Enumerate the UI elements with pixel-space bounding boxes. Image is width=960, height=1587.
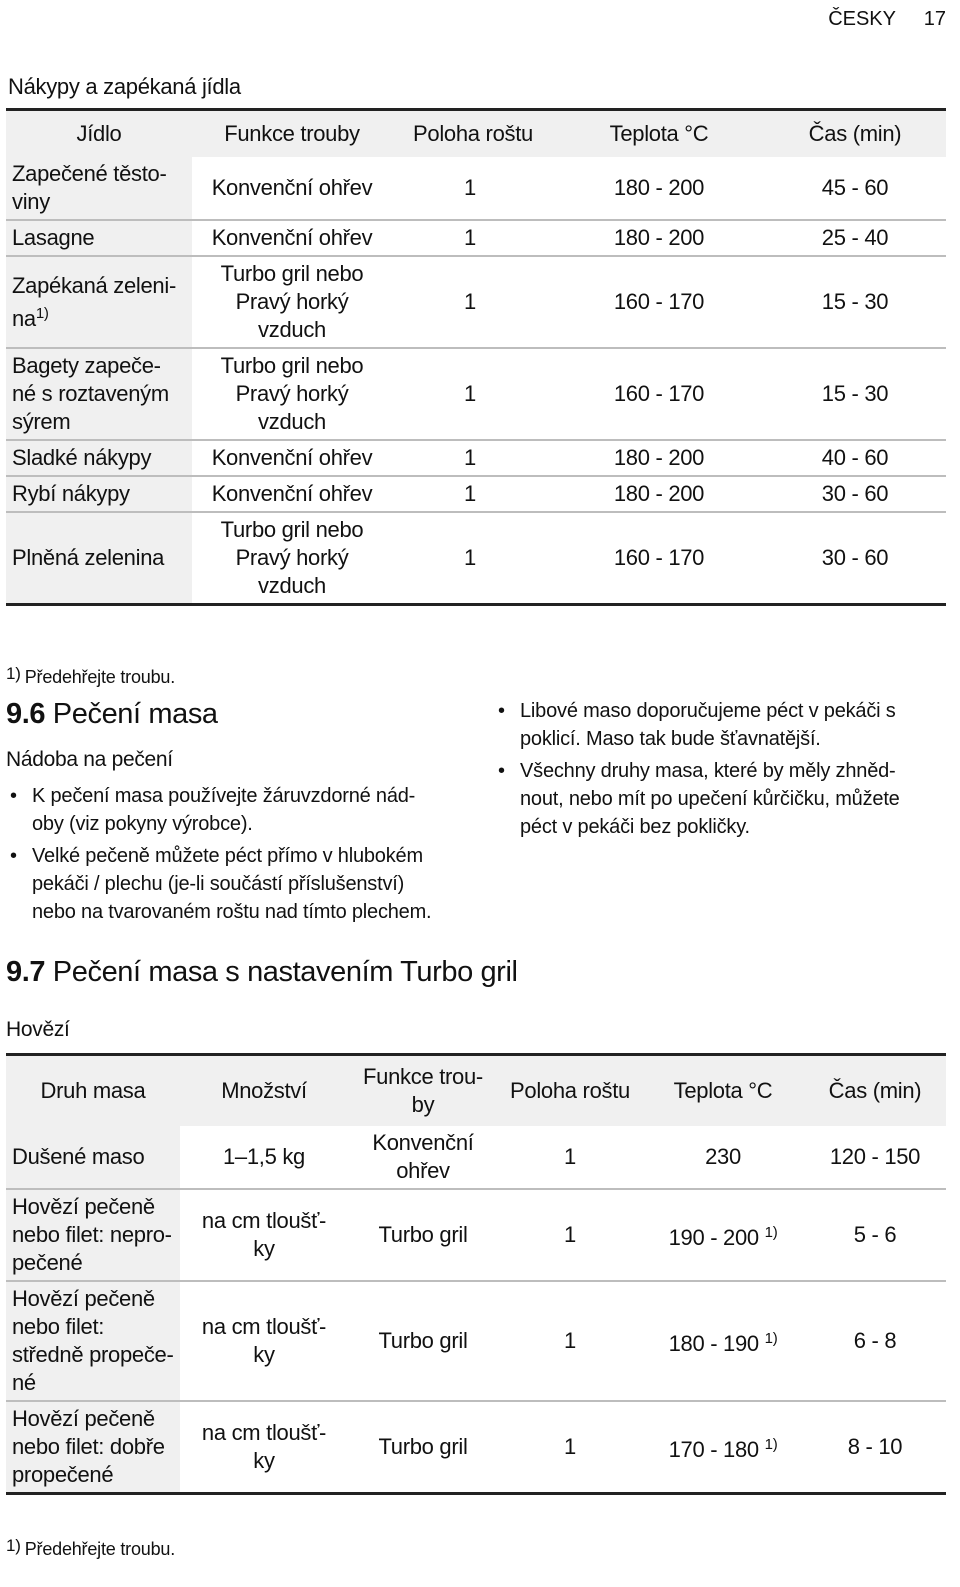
section-9-7-heading [6,956,518,989]
table2-header-row [6,1055,946,1127]
food-name: Zapečené těsto- viny [12,161,167,214]
temperature-cell: 160 - 170 [554,256,764,348]
header-temperature: Teplota °C [642,1055,804,1127]
food-cell [6,348,192,440]
footnote-ref: 1) [764,1435,778,1453]
table-row [6,1401,946,1494]
shelf-cell: 1 [392,256,554,348]
section-number: 9.6 [6,698,46,730]
shelf-cell: 1 [392,440,554,476]
header-oven-function: Funkce trouby [192,110,392,158]
table-row [6,1189,946,1281]
table2-footnote [6,1536,175,1560]
food-name: Bagety zapeče- né s roztaveným sýrem [12,353,169,434]
table-row [6,476,946,512]
header-temperature: Teplota °C [554,110,764,158]
food-cell [6,220,192,256]
food-name: Rybí nákypy [12,481,130,506]
quantity-cell: na cm tloušť- ky [180,1281,348,1401]
header-oven-function: Funkce trou- by [348,1055,498,1127]
section-title: Pečení masa s nastavením Turbo gril [52,956,518,988]
table-row [6,1281,946,1401]
time-cell: 6 - 8 [804,1281,946,1401]
table1-title: Nákypy a zapékaná jídla [8,74,241,99]
temperature-cell [642,1126,804,1189]
header-food: Jídlo [6,110,192,158]
header-quantity: Množství [180,1055,348,1127]
table-row [6,220,946,256]
oven-function-cell: Turbo gril nebo Pravý horký vzduch [192,512,392,605]
time-cell: 30 - 60 [764,512,946,605]
shelf-cell: 1 [498,1401,642,1494]
page-number: 17 [923,8,946,30]
temperature-cell: 180 - 200 [554,440,764,476]
meat-type-cell: Hovězí pečeně nebo filet: nepro- pečené [6,1189,180,1281]
food-cell [6,256,192,348]
food-cell [6,440,192,476]
table-row [6,1126,946,1189]
oven-function-cell: Turbo gril [348,1189,498,1281]
shelf-cell: 1 [392,220,554,256]
list-item: • Velké pečeně můžete péct přímo v hlubokém pekáči / plechu (je-li součástí příslušenství) nebo na tvarovaném roštu nad tímto plechem. [6,842,476,926]
section-title: Pečení masa [52,698,218,730]
shelf-cell: 1 [392,348,554,440]
temperature-cell: 160 - 170 [554,512,764,605]
footnote-ref: 1) [764,1223,778,1241]
footnote-ref: 1) [35,304,49,322]
temperature-value: 180 - 190 [668,1330,759,1356]
table-row [6,256,946,348]
shelf-cell: 1 [498,1189,642,1281]
time-cell: 8 - 10 [804,1401,946,1494]
temperature-cell: 160 - 170 [554,348,764,440]
oven-function-cell: Konvenční ohřev [192,476,392,512]
roasting-dish-tips-right [494,697,946,845]
food-cell [6,512,192,605]
shelf-cell: 1 [392,476,554,512]
quantity-cell: na cm tloušť- ky [180,1189,348,1281]
temperature-cell: 180 - 200 [554,220,764,256]
temperature-cell [642,1281,804,1401]
footnote-text: Předehřejte troubu. [24,1539,176,1559]
list-item: • Všechny druhy masa, které by měly zhněd- nout, nebo mít po upečení kůrčičku, můžete péct v pekáči bez pokličky. [494,757,946,841]
section-9-6-heading [6,698,218,731]
header-time: Čas (min) [764,110,946,158]
meat-type-cell: Dušené maso [6,1126,180,1189]
footnote-mark: 1) [6,1536,21,1555]
list-item: • K pečení masa používejte žáruvzdorné nád- oby (viz pokyny výrobce). [6,782,476,838]
temperature-value: 230 [705,1144,741,1169]
oven-function-cell: Turbo gril nebo Pravý horký vzduch [192,256,392,348]
time-cell: 5 - 6 [804,1189,946,1281]
oven-function-cell: Konvenční ohřev [348,1126,498,1189]
oven-function-cell: Konvenční ohřev [192,440,392,476]
quantity-cell: 1–1,5 kg [180,1126,348,1189]
temperature-cell: 180 - 200 [554,157,764,220]
section-number: 9.7 [6,956,46,988]
shelf-cell: 1 [498,1126,642,1189]
list-item: • Libové maso doporučujeme péct v pekáči s poklicí. Maso tak bude šťavnatější. [494,697,946,753]
footnote-ref: 1) [764,1329,778,1347]
table1-header-row [6,110,946,158]
casserole-table [6,108,946,606]
meat-type-cell: Hovězí pečeně nebo filet: středně propeče- né [6,1281,180,1401]
time-cell: 45 - 60 [764,157,946,220]
time-cell: 30 - 60 [764,476,946,512]
header-shelf: Poloha roštu [498,1055,642,1127]
shelf-cell: 1 [392,512,554,605]
shelf-cell: 1 [392,157,554,220]
oven-function-cell: Konvenční ohřev [192,220,392,256]
time-cell: 25 - 40 [764,220,946,256]
table-row [6,348,946,440]
time-cell: 40 - 60 [764,440,946,476]
food-name: Plněná zelenina [12,545,165,570]
oven-function-cell: Turbo gril nebo Pravý horký vzduch [192,348,392,440]
header-time: Čas (min) [804,1055,946,1127]
time-cell: 15 - 30 [764,256,946,348]
header-language: ČESKY [828,8,896,30]
temperature-cell [642,1401,804,1494]
table-row [6,157,946,220]
temperature-cell: 180 - 200 [554,476,764,512]
food-name: Sladké nákypy [12,445,152,470]
time-cell: 120 - 150 [804,1126,946,1189]
table-row [6,512,946,605]
quantity-cell: na cm tloušť- ky [180,1401,348,1494]
temperature-value: 190 - 200 [668,1224,759,1250]
food-cell [6,476,192,512]
beef-table [6,1053,946,1495]
oven-function-cell: Turbo gril [348,1401,498,1494]
header-shelf: Poloha roštu [392,110,554,158]
section-9-6-subtitle: Nádoba na pečení [6,748,173,771]
header-meat-type: Druh masa [6,1055,180,1127]
oven-function-cell: Turbo gril [348,1281,498,1401]
oven-function-cell: Konvenční ohřev [192,157,392,220]
food-name: Lasagne [12,225,95,250]
footnote-text: Předehřejte troubu. [24,667,176,687]
time-cell: 15 - 30 [764,348,946,440]
footnote-mark: 1) [6,664,21,683]
temperature-cell [642,1189,804,1281]
temperature-value: 170 - 180 [668,1436,759,1462]
table-row [6,440,946,476]
food-name: Zapékaná zeleni- na [12,272,176,331]
meat-type-cell: Hovězí pečeně nebo filet: dobře propečené [6,1401,180,1494]
food-cell [6,157,192,220]
roasting-dish-tips-left [6,782,476,930]
section-9-7-subtitle: Hovězí [6,1018,70,1041]
table1-footnote [6,664,175,688]
shelf-cell: 1 [498,1281,642,1401]
